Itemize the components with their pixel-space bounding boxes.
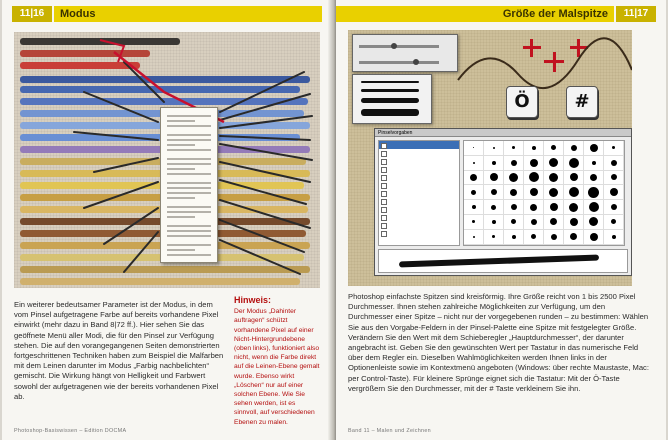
brush-modes-illustration [14,32,320,288]
brush-tip-cell [484,200,504,215]
brush-tip-cell [464,171,484,186]
brush-tip-cell [504,141,524,156]
brush-tip-cell [484,230,504,245]
brush-tip-cell [524,156,544,171]
stroke-preview [378,249,628,273]
brush-presets-dialog [374,128,632,276]
brush-tip-cell [464,156,484,171]
hint-text: Der Modus „Dahinter auftragen“ schützt vorhandene Pixel auf einer Nicht-Hintergrundebene (oben links), funktioniert also nicht, wenn die Farbe direkt auf die Leinen-Ebene gemalt wurde. Ebenso wirkt „Löschen“ nur auf einer solchen Ebene. Wie Sie sehen werden, ist es sinnvoll, auf verschiedenen Ebenen zu malen. [234,308,320,426]
brush-option-item [379,149,459,157]
body-paragraph: Ein weiterer bedeutsamer Parameter ist der Modus, in dem vom Pinsel aufgetragene Farbe auf bereits vorhandene Pixel einwirkt (mehr dazu in Band 8|72 ff.). Hier sehen Sie das geöffnete Menü aller Modi, die für den Pinsel zur Verfügung stehen. Die auf den vorangegangenen Seiten demonstrierten fortgeschrittenen Techniken haben zum Beispiel die Malfarben mit dem Leinen darunter im Modus „Farbig nachbelichten“ gemischt. Die Wirkung hängt von Helligkeit und Farbwert sowohl der aufgetragenen wie der bereits vorhandenen Pixel ab. [14,300,224,401]
brush-tip-cell [504,230,524,245]
brush-tip-cell [464,230,484,245]
brush-tip-cell [584,215,604,230]
page-number: 11|16 [12,6,52,22]
brush-tip-cell [604,215,624,230]
brush-option-item [379,205,459,213]
brush-tip-cell [524,230,544,245]
brush-tip-cell [564,156,584,171]
brush-tip-cell [604,200,624,215]
brush-tip-cell [484,141,504,156]
brush-tip-cell [604,171,624,186]
brush-option-item [379,157,459,165]
brush-tip-cell [504,156,524,171]
page-footer: Photoshop-Basiswissen – Edition DOCMA [14,428,127,434]
page-footer: Band 11 – Malen und Zeichnen [348,428,431,434]
brush-option-item [379,141,459,149]
brush-tip-cell [564,185,584,200]
brush-tip-cell [524,185,544,200]
brush-tip-cell [524,215,544,230]
brush-tip-cell [544,230,564,245]
brush-tip-cell [604,141,624,156]
brush-tip-cell [584,230,604,245]
brush-tip-cell [564,141,584,156]
body-paragraph: Photoshop einfachste Spitzen sind kreisförmig. Ihre Größe reicht von 1 bis 2500 Pixel Durchmesser. Ihnen stehen zahlreiche Möglichkeiten zur Verfügung, um den Durchmesser einer Spitze – nicht nur der vorgegebenen runden – zu bestimmen: Wählen Sie aus den Vorgabe-Feldern in der Pinsel-Palette eine Spitze mit festgelegter Größe. Verändern Sie den Wert mit dem Schieberegler „Hauptdurchmesser“, der darunter angebracht ist. Geben Sie den gewünschten Wert per Tastatur in das numerische Feld über dem Regler ein. Dieselben Wahlmöglichkeiten werden Ihnen links in der Optionenleiste sowie im Kontextmenü angeboten (Windows: über rechte Maustaste, Mac: per Control-Taste). Für kleinere Sprünge eignet sich die Tastatur: Mit der Ö-Taste vergrößern Sie den Durchmesser, mit der # Taste verkleinern Sie ihn. [348,292,649,393]
brush-tip-cell [504,171,524,186]
o-key-icon: Ö [506,86,538,118]
section-title: Modus [54,6,322,22]
brush-tip-cell [564,171,584,186]
brush-tip-cell [484,215,504,230]
diameter-panel [352,34,458,72]
brush-option-item [379,189,459,197]
brush-option-item [379,213,459,221]
brush-tip-cell [604,156,624,171]
brush-tip-cell [484,185,504,200]
brush-tip-cell [584,171,604,186]
brush-tip-cell [464,185,484,200]
hint-title: Hinweis: [234,295,272,305]
brush-tip-cell [544,171,564,186]
brush-tip-cell [544,141,564,156]
brush-tip-cell [604,185,624,200]
brush-tip-cell [544,215,564,230]
brush-tip-cell [464,200,484,215]
brush-tip-cell [504,200,524,215]
brush-option-item [379,173,459,181]
brush-option-item [379,181,459,189]
brush-tip-cell [564,200,584,215]
brush-tip-cell [504,215,524,230]
brush-option-item [379,229,459,237]
brush-preset-list [352,74,432,124]
brush-option-item [379,197,459,205]
left-page [2,0,332,440]
dialog-title: Pinselvorgaben [375,129,631,137]
brush-scribble [448,30,632,90]
brush-tip-cell [544,200,564,215]
brush-tip-cell [524,141,544,156]
brush-tip-cell [464,215,484,230]
brush-option-item [379,165,459,173]
right-page [336,0,666,440]
hash-key-icon: # [566,86,598,118]
hint-box [234,296,320,427]
brush-tip-cell [604,230,624,245]
brush-tip-cell [544,156,564,171]
brush-tip-cell [544,185,564,200]
section-title: Größe der Malspitze [336,6,614,22]
brush-tip-cell [584,156,604,171]
brush-tip-cell [504,185,524,200]
brush-tip-cell [484,171,504,186]
brush-size-illustration [348,30,632,286]
page-number: 11|17 [616,6,656,22]
brush-tip-grid [463,140,625,246]
brush-options-list [378,140,460,246]
brush-tip-cell [464,141,484,156]
brush-tip-cell [564,230,584,245]
brush-tip-cell [524,171,544,186]
brush-tip-cell [564,215,584,230]
brush-tip-cell [584,141,604,156]
brush-tip-cell [484,156,504,171]
mode-menu [160,107,218,263]
brush-tip-cell [524,200,544,215]
brush-tip-cell [584,185,604,200]
brush-tip-cell [584,200,604,215]
brush-option-item [379,221,459,229]
